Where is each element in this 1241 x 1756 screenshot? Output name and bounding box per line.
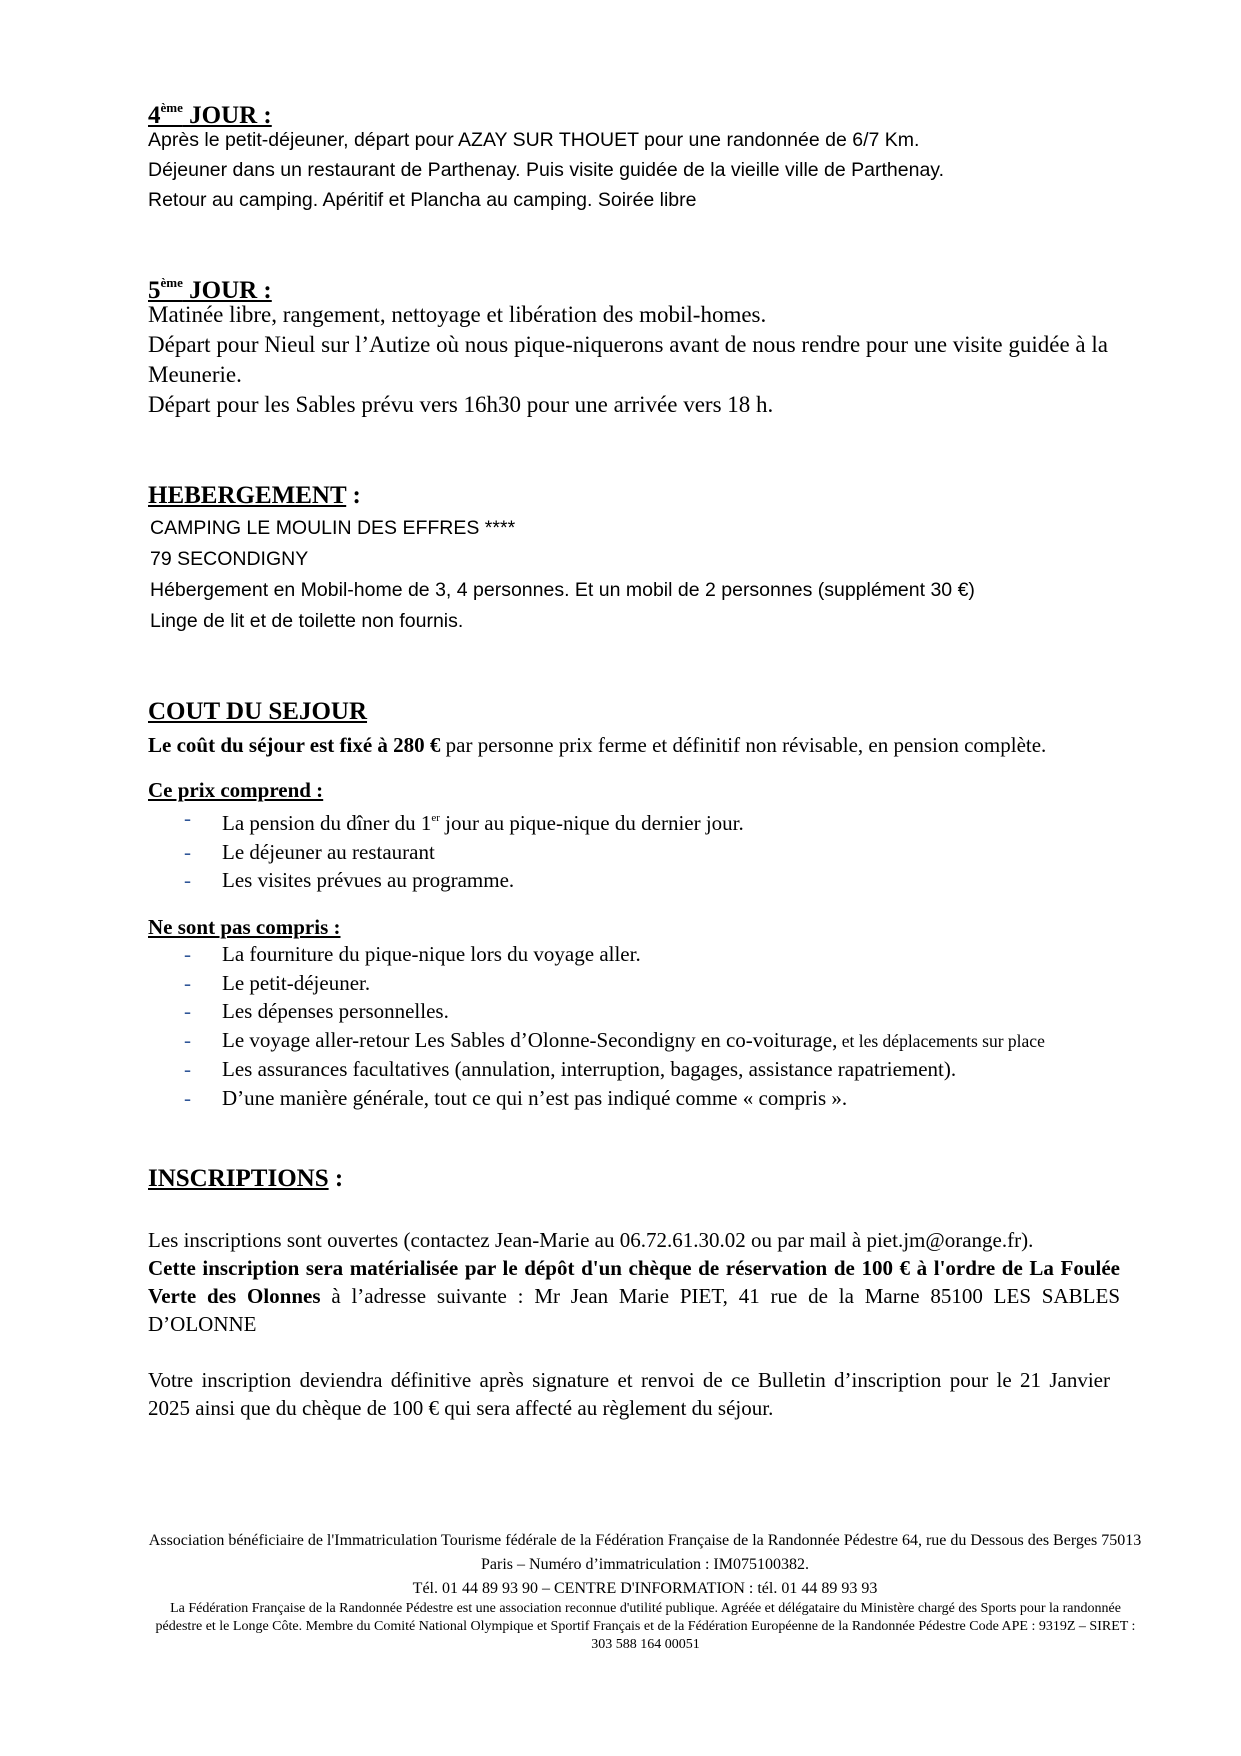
inscriptions-p2-rest: à l’adresse suivante : Mr Jean Marie PIET, 41 rue de la Marne 85100 LES SABLES D’OLONNE <box>148 1284 1120 1336</box>
hebergement-colon: : <box>346 482 361 509</box>
list-item <box>182 804 1172 838</box>
non-compris-list <box>182 940 1172 1112</box>
dash-bullet: - <box>184 1085 191 1110</box>
list-item <box>182 866 1172 895</box>
footer-federation: La Fédération Française de la Randonnée Pédestre est une association reconnue d'utilité publique. Agréée et délégataire du Ministère chargé des Sports pour la randonnée pédestre et le Longe Côte. Membre du Comité National Olympique et Sportif Français et de la Fédération Européenne de la Randonnée Pédestre Code APE : 9319Z – SIRET : 303 588 164 00051 <box>155 1601 1136 1652</box>
day4-line-3: Retour au camping. Apéritif et Plancha au camping. Soirée libre <box>148 189 697 211</box>
hebergement-line-4: Linge de lit et de toilette non fournis. <box>150 610 464 632</box>
list-item <box>182 1026 1172 1056</box>
footer-phone: Tél. 01 44 89 93 90 – CENTRE D'INFORMATION : tél. 01 44 89 93 93 <box>412 1580 878 1597</box>
non-compris-item-5: Les assurances facultatives (annulation, interruption, bagages, assistance rapatriement). <box>222 1057 957 1081</box>
comprend-heading <box>148 776 1138 804</box>
non-compris-item-2: Le petit-déjeuner. <box>222 970 371 995</box>
day5-word: JOUR : <box>182 277 272 304</box>
cout-bold: Le coût du séjour est fixé à 280 € <box>148 733 441 757</box>
list-item <box>182 969 1172 998</box>
inscriptions-colon: : <box>328 1165 344 1192</box>
inscriptions-title: INSCRIPTIONS <box>148 1165 329 1192</box>
day5-sup: ème <box>160 275 183 290</box>
hebergement-line-3: Hébergement en Mobil-home de 3, 4 personnes. Et un mobil de 2 personnes (supplément 30 €) <box>150 579 975 601</box>
list-item <box>182 1084 1172 1113</box>
non-compris-item-1: La fourniture du pique-nique lors du voyage aller. <box>222 942 641 966</box>
non-compris-title: Ne sont pas compris : <box>148 915 341 939</box>
dash-bullet: - <box>184 868 191 892</box>
non-compris-heading <box>148 913 1138 941</box>
hebergement-heading <box>148 481 1138 511</box>
list-item <box>182 1055 1172 1084</box>
dash-bullet: - <box>184 1057 191 1081</box>
non-compris-item-4a: Le voyage aller-retour Les Sables d’Olonne-Secondigny en co-voiturage, <box>222 1027 838 1052</box>
comprend-item-2: Le déjeuner au restaurant <box>222 839 435 864</box>
day4-sup: ème <box>160 100 183 115</box>
cout-rest: par personne prix ferme et définitif non révisable, en pension complète. <box>440 733 1047 757</box>
dash-bullet: - <box>184 942 191 966</box>
day5-ordinal: 5 <box>148 277 161 304</box>
hebergement-line-1: CAMPING LE MOULIN DES EFFRES **** <box>150 517 516 539</box>
list-item <box>182 997 1172 1026</box>
day5-line-2: Départ pour Nieul sur l’Autize où nous pique-niquerons avant de nous rendre pour une visite guidée à la Meunerie. <box>148 332 1108 387</box>
list-item <box>182 940 1172 969</box>
dash-bullet: - <box>184 806 191 830</box>
hebergement-line-2: 79 SECONDIGNY <box>150 548 309 570</box>
comprend-item-1-sup: er <box>431 812 440 824</box>
comprend-list <box>182 804 1172 895</box>
non-compris-item-6: D’une manière générale, tout ce qui n’est pas indiqué comme « compris ». <box>222 1085 848 1110</box>
day4-line-1: Après le petit-déjeuner, départ pour AZAY SUR THOUET pour une randonnée de 6/7 Km. <box>148 129 920 151</box>
cout-title: COUT DU SEJOUR <box>148 698 368 725</box>
inscriptions-p2 <box>148 1254 1120 1338</box>
inscriptions-p3: Votre inscription deviendra définitive après signature et renvoi de ce Bulletin d’inscription pour le 21 Janvier 2025 ainsi que du chèque de 100 € qui sera affecté au règlement du séjour. <box>148 1368 1110 1420</box>
comprend-item-1a: La pension du dîner du 1 <box>222 811 432 835</box>
day5-line-1: Matinée libre, rangement, nettoyage et libération des mobil-homes. <box>148 302 767 327</box>
dash-bullet: - <box>184 1027 191 1052</box>
day4-line-2: Déjeuner dans un restaurant de Parthenay. Puis visite guidée de la vieille ville de Parthenay. <box>148 159 945 181</box>
comprend-item-1b: jour au pique-nique du dernier jour. <box>439 811 744 835</box>
day4-word: JOUR : <box>182 102 272 129</box>
cout-text <box>148 731 1138 759</box>
comprend-title: Ce prix comprend : <box>148 778 324 802</box>
dash-bullet: - <box>184 999 191 1023</box>
non-compris-item-3: Les dépenses personnelles. <box>222 999 449 1023</box>
day4-ordinal: 4 <box>148 102 161 129</box>
cout-heading <box>148 697 1138 727</box>
hebergement-title: HEBERGEMENT <box>148 482 347 509</box>
inscriptions-p2-bold: Cette inscription sera matérialisée par le dépôt d'un chèque de réservation de 100 € à l'ordre de La Foulée Verte des Olonnes <box>148 1256 1120 1308</box>
inscriptions-p1: Les inscriptions sont ouvertes (contactez Jean-Marie au 06.72.61.30.02 ou par mail à piet.jm@orange.fr). <box>148 1228 1034 1252</box>
day5-line-3: Départ pour les Sables prévu vers 16h30 pour une arrivée vers 18 h. <box>148 392 774 417</box>
dash-bullet: - <box>184 839 191 864</box>
list-item <box>182 838 1172 867</box>
dash-bullet: - <box>184 970 191 995</box>
comprend-item-3: Les visites prévues au programme. <box>222 868 515 892</box>
footer-association: Association bénéficiaire de l'Immatriculation Tourisme fédérale de la Fédération Française de la Randonnée Pédestre 64, rue du Dessous des Berges 75013 Paris – Numéro d’immatriculation : IM075100382. <box>148 1532 1142 1573</box>
non-compris-item-4b: et les déplacements sur place <box>837 1030 1045 1051</box>
inscriptions-heading <box>148 1164 1138 1194</box>
